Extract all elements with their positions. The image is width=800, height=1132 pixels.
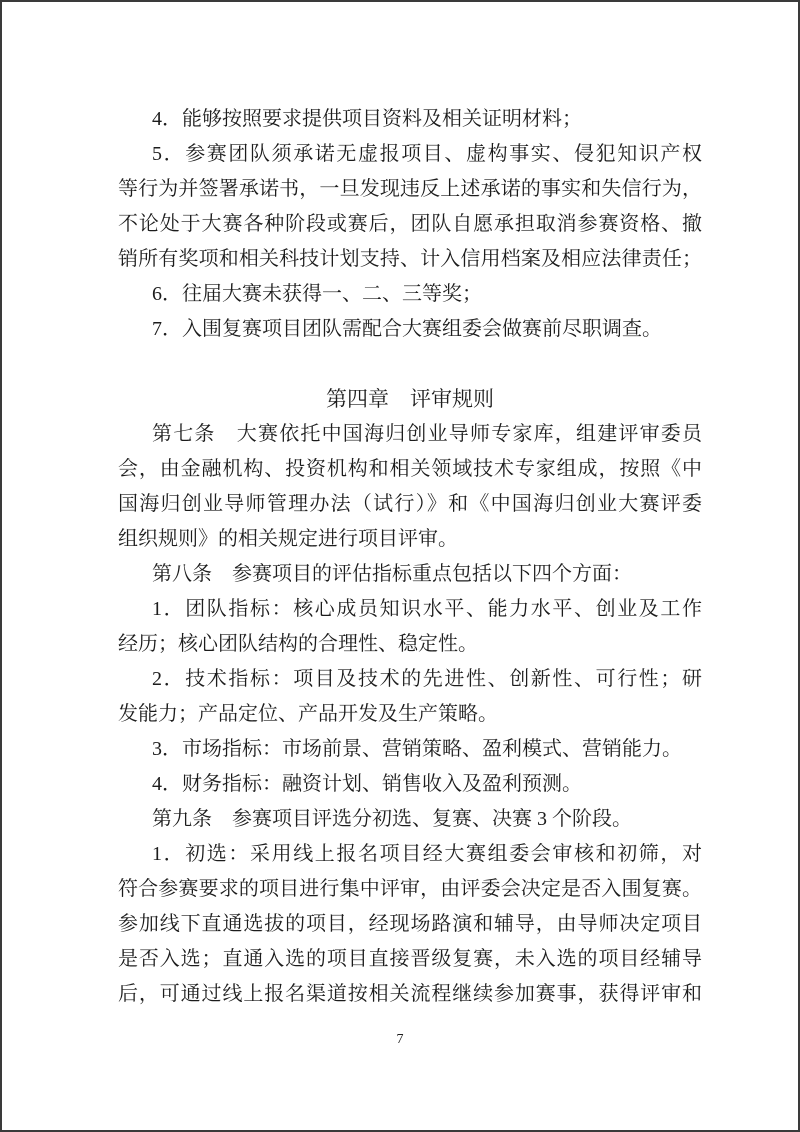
text-line: 4．能够按照要求提供项目资料及相关证明材料； <box>152 108 582 130</box>
text-line: 参加线下直通选拔的项目，经现场路演和辅导，由导师决定项目 <box>118 913 702 935</box>
text-line: 国海归创业导师管理办法（试行）》和《中国海归创业大赛评委 <box>118 493 702 515</box>
text-line: 7．入围复赛项目团队需配合大赛组委会做赛前尽职调查。 <box>152 318 662 340</box>
text-line: 4．财务指标：融资计划、销售收入及盈利预测。 <box>152 773 582 795</box>
page-number: 7 <box>396 1032 404 1047</box>
text-line: 等行为并签署承诺书，一旦发现违反上述承诺的事实和失信行为， <box>118 178 702 200</box>
text-line: 组织规则》的相关规定进行项目评审。 <box>118 528 458 550</box>
text-line: 1．初选：采用线上报名项目经大赛组委会审核和初筛，对 <box>152 843 702 865</box>
text-line: 是否入选；直通入选的项目直接晋级复赛，未入选的项目经辅导 <box>118 948 702 970</box>
text-line: 不论处于大赛各种阶段或赛后，团队自愿承担取消参赛资格、撤 <box>118 213 702 235</box>
text-line: 6．往届大赛未获得一、二、三等奖； <box>152 283 482 305</box>
text-line: 3．市场指标：市场前景、营销策略、盈利模式、营销能力。 <box>152 738 682 760</box>
text-line: 后，可通过线上报名渠道按相关流程继续参加赛事，获得评审和 <box>118 983 702 1005</box>
text-line: 第八条 参赛项目的评估指标重点包括以下四个方面： <box>152 563 632 585</box>
text-line: 第七条 大赛依托中国海归创业导师专家库，组建评审委员 <box>152 423 702 445</box>
text-line: 符合参赛要求的项目进行集中评审，由评委会决定是否入围复赛。 <box>118 878 702 900</box>
text-line: 2．技术指标：项目及技术的先进性、创新性、可行性；研 <box>152 668 702 690</box>
text-line: 经历；核心团队结构的合理性、稳定性。 <box>118 633 478 655</box>
text-line: 发能力；产品定位、产品开发及生产策略。 <box>118 703 498 725</box>
text-line: 第九条 参赛项目评选分初选、复赛、决赛 3 个阶段。 <box>152 808 632 830</box>
text-line: 销所有奖项和相关科技计划支持、计入信用档案及相应法律责任； <box>118 248 702 270</box>
text-line: 1．团队指标：核心成员知识水平、能力水平、创业及工作 <box>152 598 702 620</box>
chapter-heading: 第四章 评审规则 <box>326 387 494 411</box>
document-lines <box>118 102 702 1012</box>
blank-line <box>118 347 702 382</box>
text-line: 5．参赛团队须承诺无虚报项目、虚构事实、侵犯知识产权 <box>152 143 702 165</box>
text-line: 会，由金融机构、投资机构和相关领域技术专家组成，按照《中 <box>118 458 702 480</box>
